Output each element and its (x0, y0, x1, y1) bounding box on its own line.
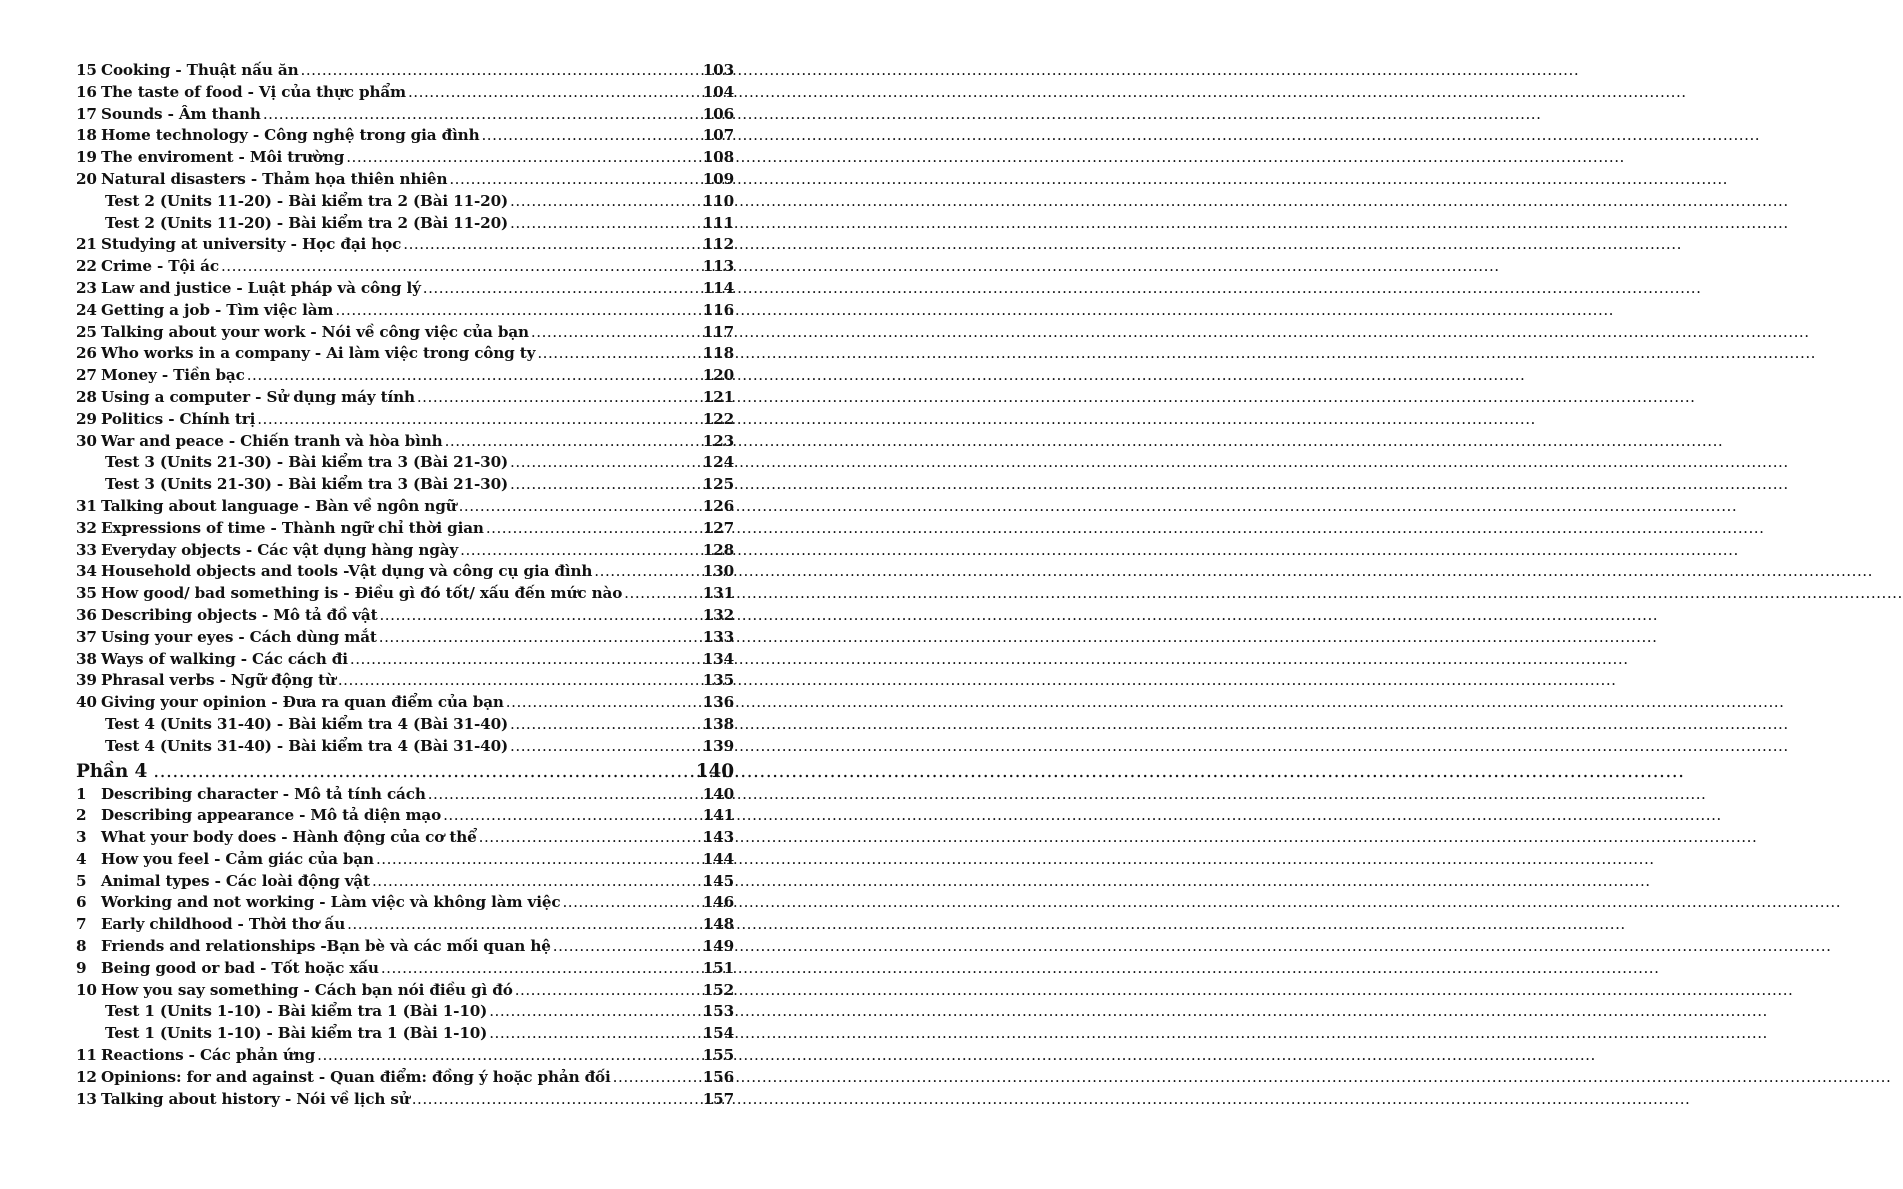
dot-leader (301, 60, 701, 82)
toc-entry (76, 125, 734, 147)
entry-title: Talking about language - Bàn về ngôn ngữ (101, 496, 457, 515)
unit-number: 28 (76, 387, 97, 406)
page-number: 114 (702, 278, 734, 297)
dot-leader (153, 760, 694, 784)
dot-leader (445, 431, 701, 453)
page-number: 133 (702, 627, 734, 646)
toc-entry (76, 692, 734, 714)
dot-leader (553, 936, 701, 958)
unit-number: 18 (76, 126, 97, 145)
dot-leader (221, 256, 701, 278)
entry-title: Friends and relationships -Bạn bè và các mối quan hệ (101, 937, 551, 956)
page-number: 126 (702, 496, 734, 515)
toc-entry (76, 1089, 734, 1111)
toc-entry (76, 936, 734, 958)
dot-leader (338, 670, 701, 692)
page-number: 130 (702, 562, 734, 581)
toc-entry (76, 496, 734, 518)
dot-leader (428, 784, 701, 806)
dot-leader (423, 278, 701, 300)
unit-number: 35 (76, 584, 97, 603)
entry-title: The enviroment - Môi trường (101, 148, 345, 167)
entry-title: Everyday objects - Các vật dụng hàng ngày (101, 540, 459, 559)
toc-entry (76, 104, 734, 126)
entry-title: Working and not working - Làm việc và không làm việc (101, 893, 561, 912)
toc-entry (76, 147, 734, 169)
entry-title: Home technology - Công nghệ trong gia đình (101, 126, 480, 145)
toc-test-entry (76, 213, 734, 235)
entry-title: The taste of food - Vị của thực phẩm (101, 82, 406, 101)
page-number: 146 (702, 893, 734, 912)
unit-number: 29 (76, 409, 97, 428)
unit-number: 6 (76, 893, 87, 912)
page-number: 153 (702, 1002, 734, 1021)
unit-number: 1 (76, 784, 87, 803)
toc-test-entry (76, 1001, 734, 1023)
toc-entry (76, 256, 734, 278)
page-number: 143 (702, 828, 734, 847)
entry-title: Natural disasters - Thảm họa thiên nhiên (101, 169, 448, 188)
entry-title: Opinions: for and against - Quan điểm: đồng ý hoặc phản đối (101, 1067, 611, 1086)
toc-entry (76, 980, 734, 1002)
page-number: 148 (702, 915, 734, 934)
page-number: 141 (702, 806, 734, 825)
toc-test-entry (76, 736, 734, 758)
entry-title: How good/ bad something is - Điều gì đó tốt/ xấu đến mức nào (101, 584, 623, 603)
unit-number: 7 (76, 915, 87, 934)
unit-number: 22 (76, 257, 97, 276)
entry-title: Ways of walking - Các cách đi (101, 649, 348, 668)
dot-leader (510, 736, 701, 758)
unit-number: 9 (76, 958, 87, 977)
entry-title: Reactions - Các phản ứng (101, 1046, 316, 1065)
page-number: 155 (702, 1046, 734, 1065)
unit-number: 39 (76, 671, 97, 690)
page-number: 138 (702, 714, 734, 733)
toc-entry (76, 583, 734, 605)
toc-entry (76, 871, 734, 893)
page-number: 103 (702, 61, 734, 79)
dot-leader (257, 409, 701, 431)
page-number: 110 (702, 191, 734, 210)
toc-entry (76, 431, 734, 453)
page-number: 122 (702, 409, 734, 428)
unit-number: 31 (76, 496, 97, 515)
unit-number: 32 (76, 518, 97, 537)
page-number: 112 (702, 235, 734, 254)
unit-number: 5 (76, 871, 87, 890)
entry-title: Talking about your work - Nói về công việc của bạn (101, 322, 529, 341)
dot-leader (412, 1089, 701, 1111)
toc-entry (76, 365, 734, 387)
dot-leader (510, 474, 701, 496)
dot-leader (263, 104, 701, 126)
dot-leader (381, 958, 701, 980)
entry-title: Household objects and tools -Vật dụng và công cụ gia đình (101, 562, 593, 581)
dot-leader (613, 1067, 701, 1089)
toc-entry (76, 649, 734, 671)
page-number: 118 (702, 344, 734, 363)
toc-part-heading (76, 760, 734, 784)
entry-title: Sounds - Âm thanh (101, 104, 261, 123)
dot-leader (376, 849, 701, 871)
toc-entry (76, 670, 734, 692)
page-number: 111 (702, 213, 734, 232)
entry-title: Test 4 (Units 31-40) - Bài kiểm tra 4 (Bài 31-40) (105, 714, 509, 733)
entry-title: Giving your opinion - Đưa ra quan điểm của bạn (101, 693, 504, 712)
unit-number: 38 (76, 649, 97, 668)
page-number: 140 (695, 760, 734, 782)
dot-leader (510, 191, 701, 213)
unit-number: 26 (76, 344, 97, 363)
dot-leader (510, 452, 701, 474)
page-number: 144 (702, 849, 734, 868)
dot-leader (408, 82, 701, 104)
toc-entry (76, 300, 734, 322)
toc-entry (76, 518, 734, 540)
unit-number: 23 (76, 278, 97, 297)
page-number: 104 (702, 82, 734, 101)
unit-number: 33 (76, 540, 97, 559)
page-number: 132 (702, 605, 734, 624)
dot-leader (562, 892, 700, 914)
unit-number: 3 (76, 828, 87, 847)
entry-title: War and peace - Chiến tranh và hòa bình (101, 431, 443, 450)
dot-leader (510, 714, 701, 736)
unit-number: 30 (76, 431, 97, 450)
dot-leader (506, 692, 701, 714)
unit-number: 17 (76, 104, 97, 123)
unit-number: 13 (76, 1089, 97, 1108)
unit-number: 34 (76, 562, 97, 581)
toc-test-entry (76, 1023, 734, 1045)
dot-leader (486, 518, 701, 540)
dot-leader (537, 343, 700, 365)
page-number: 157 (702, 1089, 734, 1108)
unit-number: 11 (76, 1046, 97, 1065)
entry-title: Describing character - Mô tả tính cách (101, 784, 426, 803)
toc-entry (76, 958, 734, 980)
toc-test-entry (76, 452, 734, 474)
dot-leader (624, 583, 701, 605)
toc-test-entry (76, 191, 734, 213)
toc-entry (76, 278, 734, 300)
dot-leader (449, 169, 700, 191)
entry-title: Animal types - Các loài động vật (101, 871, 370, 890)
toc-entry (76, 849, 734, 871)
entry-title: Describing objects - Mô tả đồ vật (101, 605, 378, 624)
dot-leader (460, 540, 701, 562)
unit-number: 19 (76, 148, 97, 167)
entry-title: Politics - Chính trị (101, 409, 256, 428)
dot-leader (479, 827, 701, 849)
unit-number: 2 (76, 806, 87, 825)
page-number: 151 (702, 958, 734, 977)
page-number: 140 (702, 784, 734, 803)
unit-number: 24 (76, 300, 97, 319)
entry-title: How you say something - Cách bạn nói điều gì đó (101, 980, 513, 999)
entry-title: Test 4 (Units 31-40) - Bài kiểm tra 4 (Bài 31-40) (105, 736, 509, 755)
toc-entry (76, 387, 734, 409)
toc-entry (76, 234, 734, 256)
unit-number: 4 (76, 849, 87, 868)
unit-number: 20 (76, 169, 97, 188)
page-number: 154 (702, 1024, 734, 1043)
page-number: 145 (702, 871, 734, 890)
toc-test-entry (76, 714, 734, 736)
page-number: 116 (702, 300, 734, 319)
page-number: 121 (702, 387, 734, 406)
unit-number: 16 (76, 82, 97, 101)
entry-title: Being good or bad - Tốt hoặc xấu (101, 958, 379, 977)
page-number: 107 (702, 126, 734, 145)
page-number: 134 (702, 649, 734, 668)
entry-title: Using a computer - Sử dụng máy tính (101, 387, 415, 406)
toc-entry (76, 169, 734, 191)
toc-test-entry (76, 474, 734, 496)
entry-title: Test 1 (Units 1-10) - Bài kiểm tra 1 (Bài 1-10) (105, 1002, 488, 1021)
page-number: 108 (702, 148, 734, 167)
entry-title: Talking about history - Nói về lịch sử (101, 1089, 410, 1108)
dot-leader (510, 213, 701, 235)
entry-title: How you feel - Cảm giác của bạn (101, 849, 374, 868)
page-number: 139 (702, 736, 734, 755)
page-number: 106 (702, 104, 734, 123)
unit-number: 27 (76, 366, 97, 385)
page-number: 113 (702, 257, 734, 276)
entry-title: Crime - Tội ác (101, 257, 219, 276)
dot-leader (489, 1001, 701, 1023)
entry-title: Phần 4 (76, 760, 148, 782)
dot-leader (489, 1023, 701, 1045)
toc-entry (76, 561, 734, 583)
dot-leader (515, 980, 701, 1002)
toc-entry (76, 60, 734, 82)
dot-leader (417, 387, 701, 409)
dot-leader (379, 627, 701, 649)
entry-title: Law and justice - Luật pháp và công lý (101, 278, 421, 297)
unit-number: 12 (76, 1067, 97, 1086)
dot-leader (594, 561, 700, 583)
unit-number: 8 (76, 937, 87, 956)
dot-leader (481, 125, 700, 147)
dot-leader (350, 649, 701, 671)
dot-leader (247, 365, 701, 387)
entry-title: Test 3 (Units 21-30) - Bài kiểm tra 3 (Bài 21-30) (105, 453, 509, 472)
dot-leader (317, 1045, 701, 1067)
dot-leader (346, 147, 701, 169)
unit-number: 40 (76, 693, 97, 712)
toc-entry (76, 627, 734, 649)
page-number: 136 (702, 693, 734, 712)
table-of-contents (76, 60, 734, 1110)
unit-number: 25 (76, 322, 97, 341)
toc-entry (76, 322, 734, 344)
unit-number: 37 (76, 627, 97, 646)
entry-title: Getting a job - Tìm việc làm (101, 300, 334, 319)
entry-title: Describing appearance - Mô tả diện mạo (101, 806, 442, 825)
dot-leader (531, 322, 701, 344)
toc-entry (76, 605, 734, 627)
toc-entry (76, 409, 734, 431)
entry-title: Money - Tiền bạc (101, 366, 245, 385)
unit-number: 36 (76, 605, 97, 624)
unit-number: 10 (76, 980, 97, 999)
entry-title: Phrasal verbs - Ngữ động từ (101, 671, 336, 690)
page-number: 109 (702, 169, 734, 188)
toc-entry (76, 892, 734, 914)
dot-leader (372, 871, 701, 893)
entry-title: Test 1 (Units 1-10) - Bài kiểm tra 1 (Bài 1-10) (105, 1024, 488, 1043)
entry-title: Using your eyes - Cách dùng mắt (101, 627, 377, 646)
dot-leader (335, 300, 700, 322)
toc-entry (76, 784, 734, 806)
toc-entry (76, 1045, 734, 1067)
entry-title: Cooking - Thuật nấu ăn (101, 61, 299, 79)
unit-number: 21 (76, 235, 97, 254)
entry-title: Test 3 (Units 21-30) - Bài kiểm tra 3 (Bài 21-30) (105, 475, 509, 494)
page-number: 127 (702, 518, 734, 537)
dot-leader (403, 234, 700, 256)
entry-title: Expressions of time - Thành ngữ chỉ thời gian (101, 518, 484, 537)
entry-title: Studying at university - Học đại học (101, 235, 402, 254)
page-number: 149 (702, 937, 734, 956)
entry-title: Test 2 (Units 11-20) - Bài kiểm tra 2 (Bài 11-20) (105, 191, 509, 210)
dot-leader (379, 605, 700, 627)
toc-entry (76, 827, 734, 849)
page-number: 156 (702, 1067, 734, 1086)
page-number: 131 (702, 584, 734, 603)
entry-title: What your body does - Hành động của cơ thể (101, 828, 477, 847)
dot-leader (347, 914, 701, 936)
unit-number: 15 (76, 61, 97, 79)
page-number: 123 (702, 431, 734, 450)
entry-title: Early childhood - Thời thơ ấu (101, 915, 346, 934)
page-number: 125 (702, 475, 734, 494)
toc-entry (76, 82, 734, 104)
entry-title: Test 2 (Units 11-20) - Bài kiểm tra 2 (Bài 11-20) (105, 213, 509, 232)
toc-entry (76, 1067, 734, 1089)
page-number: 152 (702, 980, 734, 999)
dot-leader (459, 496, 701, 518)
page-number: 128 (702, 540, 734, 559)
page-number: 124 (702, 453, 734, 472)
page-number: 135 (702, 671, 734, 690)
toc-entry (76, 914, 734, 936)
entry-title: Who works in a company - Ai làm việc trong công ty (101, 344, 536, 363)
dot-leader (443, 805, 701, 827)
toc-entry (76, 805, 734, 827)
page-number: 120 (702, 366, 734, 385)
page-number: 117 (702, 322, 734, 341)
toc-entry (76, 540, 734, 562)
toc-entry (76, 343, 734, 365)
